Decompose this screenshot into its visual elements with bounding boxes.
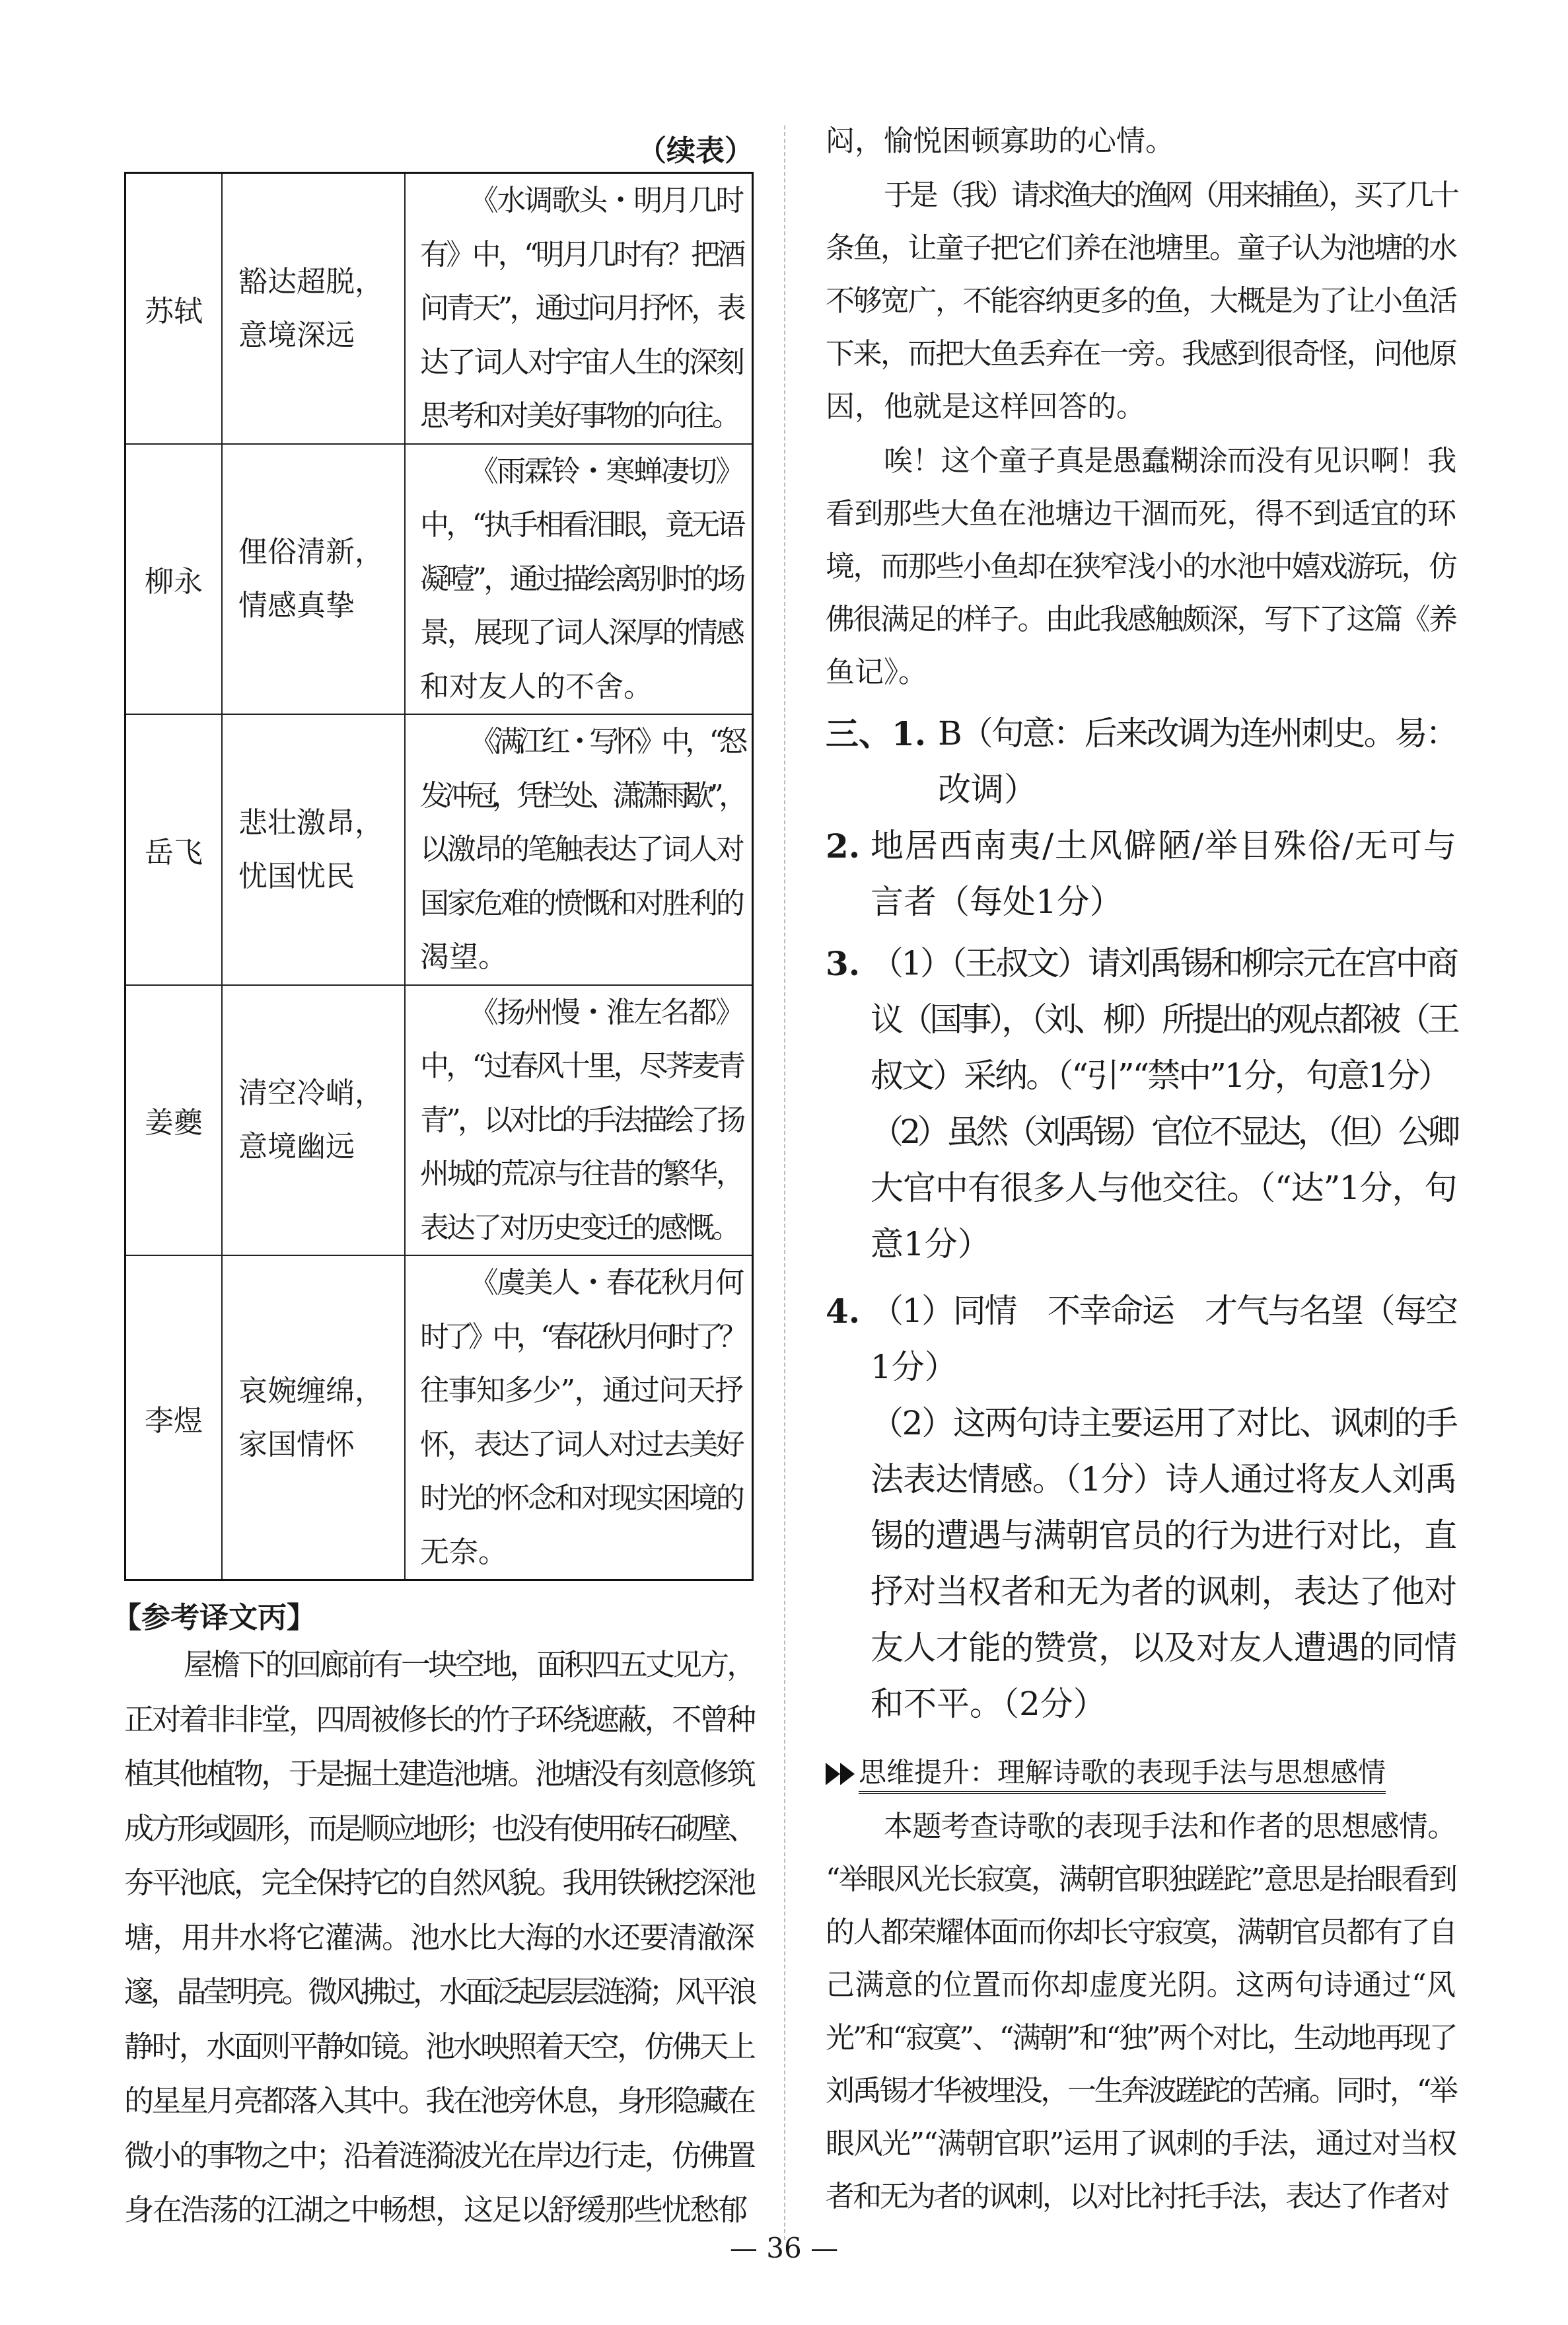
- table-row: [125, 444, 753, 715]
- text-line: 叔文）采纳。（“引”“禁中”1分，句意1分）: [871, 1056, 1449, 1095]
- text-line: 《虞美人・春花秋月何: [469, 1266, 742, 1300]
- answer-2: [871, 818, 1456, 930]
- text-line: 植其他植物，于是掘土建造池塘。池塘没有刻意修筑: [124, 1756, 754, 1791]
- text-line: 中，“过春风十里，尽荠麦青: [420, 1049, 742, 1083]
- poet-name: 岳飞: [125, 714, 223, 985]
- text-line: 刘禹锡才华被埋没，一生奔波蹉跎的苦痛。同时，“举: [826, 2074, 1456, 2108]
- text-line: 塘，用井水将它灌满。池水比大海的水还要清澈深: [124, 1919, 754, 1955]
- text-line: 中，“执手相看泪眼，竟无语: [420, 508, 742, 542]
- style-cell: [222, 985, 405, 1256]
- text-line: 和对友人的不舍。: [420, 669, 653, 704]
- text-line: 凝噎”，通过描绘离别时的场: [420, 562, 742, 596]
- poets-table: [124, 172, 754, 1581]
- text-line: “举眼风光长寂寞，满朝官职独蹉跎”意思是抬眼看到: [826, 1863, 1456, 1896]
- text-line: 思考和对美好事物的向往。: [420, 399, 738, 433]
- text-line: 屋檐下的回廊前有一块空地，面积四五丈见方，: [184, 1647, 754, 1682]
- text-line: 《水调歌头・明月几时: [469, 184, 742, 217]
- continued-paragraph: [826, 115, 1456, 168]
- text-line: 有》中，“明月几时有？把酒: [420, 237, 742, 272]
- style-line: 哀婉缠绵，: [238, 1374, 384, 1408]
- style-line: 意境深远: [238, 318, 355, 352]
- text-line: 意1分）: [871, 1225, 991, 1263]
- text-line: 《满江红・写怀》中，“怒: [469, 725, 742, 758]
- answer-3: [871, 936, 1456, 1273]
- poet-name: 苏轼: [125, 173, 223, 444]
- text-line: 表达了对历史变迁的感慨。: [420, 1210, 738, 1245]
- text-line: 以激昂的笔触表达了词人对: [420, 832, 742, 866]
- text-line: 静时，水面则平静如镜。池水映照着天空，仿佛天上: [124, 2028, 754, 2064]
- text-line: 于是（我）请求渔夫的渔网（用来捕鱼），买了几十: [884, 178, 1456, 212]
- style-line: 清空冷峭，: [238, 1076, 384, 1111]
- text-line: 1分）: [871, 1348, 958, 1386]
- description-cell: [405, 714, 753, 985]
- text-line: 国家危难的愤慨和对胜利的: [420, 886, 742, 920]
- table-row: [125, 1255, 753, 1580]
- text-line: 本题考查诗歌的表现手法和作者的思想感情。: [884, 1810, 1456, 1843]
- text-line: 青”，以对比的手法描绘了扬: [420, 1103, 742, 1137]
- analysis-paragraph: [826, 1800, 1456, 2223]
- text-line: 大官中有很多人与他交往。（“达”1分，句: [871, 1169, 1456, 1207]
- text-line: 言者（每处1分）: [871, 883, 1123, 921]
- text-line: 条鱼，让童子把它们养在池塘里。童子认为池塘的水: [826, 231, 1456, 265]
- text-line: 《扬州慢・淮左名都》: [469, 995, 742, 1029]
- text-line: 抒对当权者和无为者的讽刺，表达了他对: [871, 1572, 1456, 1611]
- poet-name: 李煜: [125, 1255, 223, 1580]
- text-line: （2）虽然（刘禹锡）官位不显达，（但）公卿: [871, 1113, 1456, 1151]
- translation-paragraph-2: [826, 435, 1456, 699]
- text-line: 无奈。: [420, 1535, 507, 1569]
- text-line: 成方形或圆形，而是顺应地形；也没有使用砖石砌壁、: [124, 1810, 754, 1846]
- text-line: 唉！这个童子真是愚蠢糊涂而没有见识啊！我: [884, 444, 1456, 478]
- text-line: 往事知多少”，通过问天抒: [420, 1374, 742, 1407]
- answer-4: [871, 1283, 1456, 1732]
- style-line: 忧国忧民: [238, 859, 355, 893]
- table-row: [125, 173, 753, 444]
- style-line: 豁达超脱，: [238, 264, 384, 299]
- poet-name: 柳永: [125, 444, 223, 715]
- answer-number: 3.: [826, 944, 861, 983]
- text-line: 发冲冠，凭栏处、潇潇雨歇”，: [420, 778, 742, 813]
- text-line: （1）（王叔文）请刘禹锡和柳宗元在宫中商: [871, 944, 1456, 982]
- style-cell: [222, 714, 405, 985]
- text-line: 正对着非非堂，四周被修长的竹子环绕遮蔽，不曾种: [124, 1701, 754, 1737]
- text-line: 《雨霖铃・寒蝉凄切》: [469, 454, 742, 488]
- text-line: 不够宽广，不能容纳更多的鱼，大概是为了让小鱼活: [826, 284, 1456, 318]
- text-line: （1）同情 不幸命运 才气与名望（每空: [871, 1292, 1456, 1330]
- continued-label: （续表）: [637, 134, 754, 168]
- style-cell: [222, 444, 405, 715]
- text-line: 法表达情感。（1分）诗人通过将友人刘禹: [871, 1460, 1456, 1498]
- description-cell: [405, 985, 753, 1256]
- text-line: 问青天”，通过问月抒怀，表: [420, 291, 742, 325]
- description-cell: [405, 1255, 753, 1580]
- text-line: 看到那些大鱼在池塘边干涸而死，得不到适宜的环: [826, 497, 1456, 531]
- style-line: 情感真挚: [238, 589, 355, 623]
- text-line: 己满意的位置而你却虚度光阴。这两句诗通过“风: [826, 1968, 1456, 2002]
- style-cell: [222, 1255, 405, 1580]
- style-line: 悲壮激昂，: [238, 805, 384, 840]
- answer-1: [938, 706, 1456, 818]
- answer-number: 2.: [826, 827, 861, 866]
- answer-number: 三、1.: [826, 714, 927, 753]
- text-line: 议（国事），（刘、柳）所提出的观点都被（王: [871, 1000, 1456, 1039]
- text-line: 和不平。（2分）: [871, 1685, 1106, 1723]
- poet-name: 姜夔: [125, 985, 223, 1256]
- text-line: 地居西南夷/土风僻陋/举目殊俗/无可与: [871, 827, 1456, 865]
- reference-translation-text: [124, 1638, 754, 2238]
- text-line: 身在浩荡的江湖之中畅想，这足以舒缓那些忧愁郁: [124, 2192, 747, 2227]
- table-row: [125, 985, 753, 1256]
- text-line: 邃，晶莹明亮。微风拂过，水面泛起层层涟漪；风平浪: [124, 1974, 754, 2009]
- text-line: 鱼记》。: [826, 655, 927, 689]
- text-line: 的人都荣耀体面而你却长守寂寞，满朝官员都有了自: [826, 1915, 1456, 1949]
- text-line: 景，展现了词人深厚的情感: [420, 616, 742, 649]
- translation-paragraph-1: [826, 169, 1456, 433]
- text-line: 时光的怀念和对现实困境的: [420, 1481, 742, 1515]
- column-divider: [784, 126, 785, 2240]
- heading-text: 思维提升：理解诗歌的表现手法与思想感情: [859, 1754, 1386, 1794]
- text-line: 因，他就是这样回答的。: [826, 390, 1145, 424]
- text-line: 渴望。: [420, 940, 507, 974]
- text-line: 友人才能的赞赏，以及对友人遭遇的同情: [871, 1629, 1456, 1667]
- text-line: 时了》中，“春花秋月何时了？: [420, 1319, 742, 1354]
- style-cell: [222, 173, 405, 444]
- thinking-heading: [826, 1754, 1386, 1794]
- text-line: 州城的荒凉与往昔的繁华，: [420, 1157, 742, 1191]
- text-line: 境，而那些小鱼却在狭窄浅小的水池中嬉戏游玩，仿: [826, 550, 1456, 583]
- style-line: 俚俗清新，: [238, 535, 384, 570]
- text-line: 改调）: [938, 770, 1037, 809]
- description-cell: [405, 444, 753, 715]
- answer-number: 4.: [826, 1292, 861, 1331]
- text-line: 闷，愉悦困顿寡助的心情。: [826, 124, 1174, 158]
- style-line: 家国情怀: [238, 1427, 355, 1461]
- text-line: B（句意：后来改调为连州刺史。易：: [938, 714, 1456, 753]
- text-line: 夯平池底，完全保持它的自然风貌。我用铁锹挖深池: [124, 1865, 754, 1900]
- table-row: [125, 714, 753, 985]
- text-line: （2）这两句诗主要运用了对比、讽刺的手: [871, 1404, 1456, 1442]
- text-line: 下来，而把大鱼丢弃在一旁。我感到很奇怪，问他原: [826, 337, 1456, 371]
- text-line: 锡的遭遇与满朝官员的行为进行对比，直: [871, 1516, 1456, 1555]
- text-line: 光”和“寂寞”、“满朝”和“独”两个对比，生动地再现了: [826, 2021, 1456, 2055]
- text-line: 的星星月亮都落入其中。我在池旁休息，身形隐藏在: [124, 2083, 754, 2118]
- text-line: 者和无为者的讽刺，以对比衬托手法，表达了作者对: [826, 2180, 1448, 2213]
- page-number: — 36 —: [729, 2232, 839, 2264]
- text-line: 微小的事物之中；沿着涟漪波光在岸边行走，仿佛置: [124, 2137, 754, 2173]
- description-cell: [405, 173, 753, 444]
- text-line: 达了词人对宇宙人生的深刻: [420, 345, 742, 379]
- double-arrow-icon: [826, 1763, 855, 1785]
- reference-translation-title: 【参考译文丙】: [112, 1601, 316, 1635]
- text-line: 眼风光”“满朝官职”运用了讽刺的手法，通过对当权: [826, 2127, 1456, 2160]
- style-line: 意境幽远: [238, 1130, 355, 1164]
- text-line: 佛很满足的样子。由此我感触颇深，写下了这篇《养: [826, 603, 1456, 636]
- text-line: 怀，表达了词人对过去美好: [420, 1427, 742, 1461]
